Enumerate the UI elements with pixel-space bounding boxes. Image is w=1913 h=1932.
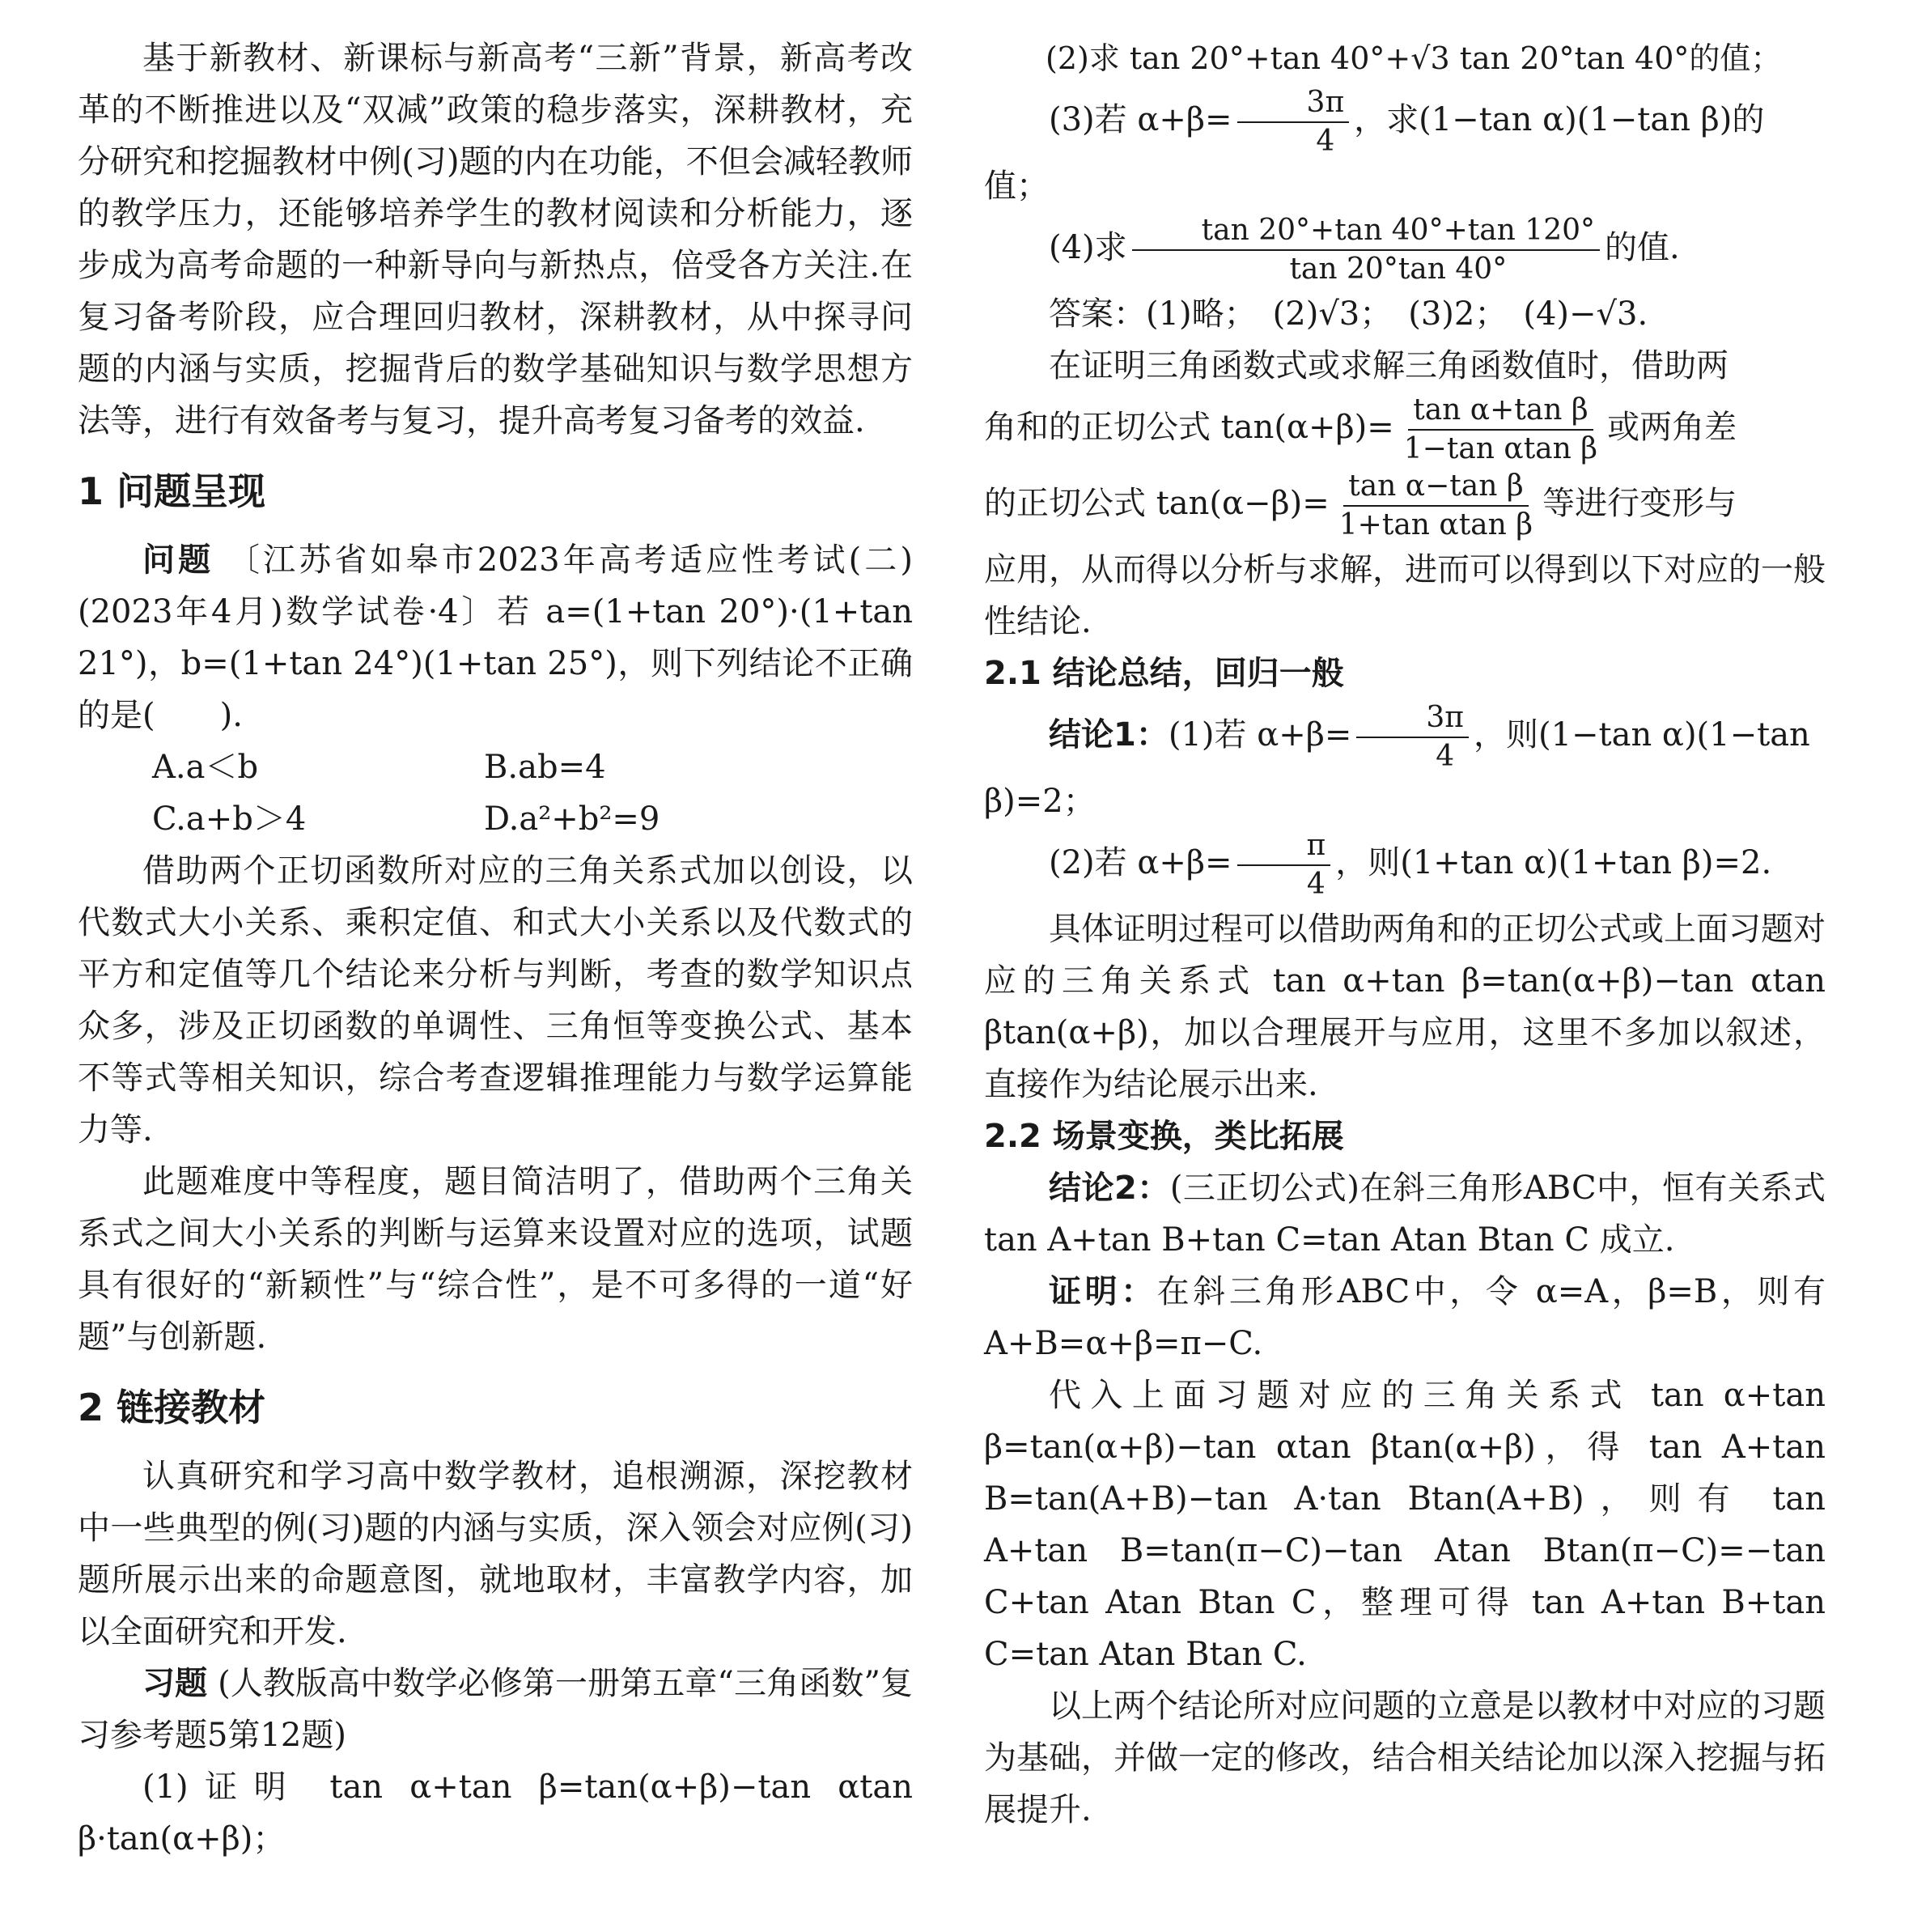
exercise-part-2: (2)求 tan 20°+tan 40°+√3 tan 20°tan 40°的值； — [1046, 40, 1782, 76]
fraction-numerator: tan α+tan β — [1408, 392, 1593, 431]
options-row-2 — [78, 793, 913, 845]
left-column — [78, 32, 913, 1865]
sum-formula-text: 角和的正切公式 tan(α+β)= — [984, 409, 1394, 446]
proof-text: 在斜三角形ABC中，令 α=A，β=B，则有 A+B=α+β=π−C. — [984, 1273, 1826, 1362]
fraction-numerator: 3π — [1237, 84, 1350, 123]
sum-formula-rest: 或两角差 — [1607, 409, 1737, 446]
closing-paragraph: 以上两个结论所对应问题的立意是以教材中对应的习题为基础，并做一定的修改，结合相关结论加以深入挖掘与拓展提升. — [984, 1688, 1826, 1828]
sum-formula-line — [984, 392, 1826, 468]
fraction-denominator: 1+tan αtan β — [1338, 508, 1533, 541]
fraction-3pi-over-4 — [1237, 84, 1350, 160]
section-2-heading: 2 链接教材 — [78, 1386, 266, 1429]
fraction-denominator: 1−tan αtan β — [1403, 432, 1598, 465]
exercise-part-4-rest: 的值. — [1605, 229, 1680, 266]
intro-paragraph: 基于新教材、新课标与新高考“三新”背景，新高考改革的不断推进以及“双减”政策的稳步落实，深耕教材，充分研究和挖掘教材中例(习)题的内在功能，不但会减轻教师的教学压力，还能够培养学生的教材阅读和分析能力，逐步成为高考命题的一种新导向与新热点，倍受各方关注.在复习备考阶段，应合理回归教材，深耕教材，从中探寻问题的内涵与实质，挖掘背后的数学基础知识与数学思想方法等，进行有效备考与复习，提升高考复习备考的效益. — [78, 40, 913, 439]
fraction-numerator: tan 20°+tan 40°+tan 120° — [1132, 212, 1600, 251]
fraction-pi-over-4 — [1237, 827, 1331, 903]
general-conclusion-paragraph: 应用，从而得以分析与求解，进而可以得到以下对应的一般性结论. — [984, 551, 1826, 640]
textbook-paragraph: 认真研究和学习高中数学教材，追根溯源，深挖教材中一些典型的例(习)题的内涵与实质，深入领会对应例(习)题所展示出来的命题意图，就地取材，丰富教学内容，加以全面研究和开发. — [78, 1458, 913, 1650]
option-d: D.a²+b²=9 — [484, 800, 660, 838]
fraction-tan-sum — [1399, 392, 1602, 468]
exercise-part-3-rest: ，求(1−tan α)(1−tan β)的值； — [984, 101, 1765, 205]
exercise-label: 习题 — [142, 1665, 208, 1702]
problem-label: 问题 — [142, 541, 214, 579]
conclusion-1-part-1 — [984, 699, 1826, 827]
diff-formula-text: 的正切公式 tan(α−β)= — [984, 485, 1330, 522]
fraction-denominator: 4 — [1436, 740, 1455, 773]
conclusion-1-rest: ，则(1−tan α)(1−tan β)=2； — [984, 716, 1810, 820]
conclusion-1-part-2-rest: ，则(1+tan α)(1+tan β)=2. — [1335, 844, 1772, 881]
conclusion-2-paragraph — [984, 1162, 1826, 1266]
section-1-heading: 1 问题呈现 — [78, 469, 266, 513]
exercise-part-4 — [984, 212, 1826, 288]
fraction-denominator: 4 — [1306, 868, 1326, 901]
option-c: C.a+b＞4 — [152, 800, 307, 838]
exercise-source: (人教版高中数学必修第一册第五章“三角函数”复习参考题5第12题) — [78, 1665, 913, 1754]
answer-line: 答案：(1)略； (2)√3； (3)2； (4)−√3. — [1049, 295, 1648, 333]
subsection-2-1-heading: 2.1 结论总结，回归一般 — [984, 655, 1344, 692]
conclusion-1-part-2 — [984, 827, 1826, 903]
fraction-numerator: tan α−tan β — [1343, 468, 1528, 507]
conclusion-2-text: (三正切公式)在斜三角形ABC中，恒有关系式 tan A+tan B+tan C=tan Atan Btan C 成立. — [984, 1170, 1826, 1259]
fraction-denominator: 4 — [1316, 125, 1335, 158]
formula-intro-line: 在证明三角函数式或求解三角函数值时，借助两 — [1049, 347, 1728, 384]
fraction-numerator: 3π — [1356, 699, 1469, 738]
proof-method-paragraph: 具体证明过程可以借助两角和的正切公式或上面习题对应的三角关系式 tan α+tan β=tan(α+β)−tan αtan βtan(α+β)，加以合理展开与应用，这里不多加以叙述，直接作为结论展示出来. — [984, 911, 1826, 1103]
exercise-part-3 — [984, 84, 1826, 212]
evaluation-paragraph: 此题难度中等程度，题目简洁明了，借助两个三角关系式之间大小关系的判断与运算来设置对应的选项，试题具有很好的“新颖性”与“综合性”，是不可多得的一道“好题”与创新题. — [78, 1163, 913, 1356]
conclusion-1-part-2-text: (2)若 α+β= — [1049, 844, 1232, 881]
conclusion-2-label: 结论2： — [1049, 1170, 1170, 1207]
options-row-1 — [78, 741, 913, 793]
conclusion-1-label: 结论1： — [1049, 716, 1169, 754]
exercise-part-4-text: (4)求 — [1049, 229, 1127, 266]
diff-formula-rest: 等进行变形与 — [1542, 485, 1737, 522]
exercise-part-1: (1)证明 tan α+tan β=tan(α+β)−tan αtan β·tan(α+β)； — [78, 1769, 913, 1858]
proof-label: 证明： — [1049, 1273, 1157, 1310]
problem-text: 〔江苏省如皋市2023年高考适应性考试(二)(2023年4月)数学试卷·4〕若 a=(1+tan 20°)·(1+tan 21°)，b=(1+tan 24°)(1+tan 25°)，则下列结论不正确的是( ). — [78, 541, 913, 734]
option-b: B.ab=4 — [484, 749, 606, 786]
proof-paragraph — [984, 1266, 1826, 1369]
fraction-numerator: π — [1237, 827, 1331, 866]
problem-paragraph — [78, 534, 913, 741]
fraction-denominator: tan 20°tan 40° — [1289, 253, 1508, 286]
subsection-2-2-heading: 2.2 场景变换，类比拓展 — [984, 1118, 1344, 1155]
exercise-part-3-text: (3)若 α+β= — [1049, 101, 1232, 138]
derivation-paragraph: 代入上面习题对应的三角关系式 tan α+tan β=tan(α+β)−tan αtan βtan(α+β)，得 tan A+tan B=tan(A+B)−tan A·tan Btan(A+B)，则有 tan A+tan B=tan(π−C)−tan Atan Btan(π−C)=−tan C+tan Atan Btan C，整理可得 tan A+tan B+tan C=tan Atan Btan C. — [984, 1377, 1826, 1673]
diff-formula-line — [984, 468, 1826, 544]
exercise-paragraph — [78, 1658, 913, 1761]
option-a: A.a＜b — [152, 749, 259, 786]
fraction-tan-diff — [1334, 468, 1538, 544]
right-column — [984, 32, 1826, 1836]
analysis-paragraph: 借助两个正切函数所对应的三角关系式加以创设，以代数式大小关系、乘积定值、和式大小关系以及代数式的平方和定值等几个结论来分析与判断，考查的数学知识点众多，涉及正切函数的单调性、三角恒等变换公式、基本不等式等相关知识，综合考查逻辑推理能力与数学运算能力等. — [78, 852, 913, 1149]
fraction-3pi-over-4 — [1356, 699, 1469, 775]
fraction-exercise-4 — [1132, 212, 1600, 288]
conclusion-1-text: (1)若 α+β= — [1168, 716, 1352, 754]
